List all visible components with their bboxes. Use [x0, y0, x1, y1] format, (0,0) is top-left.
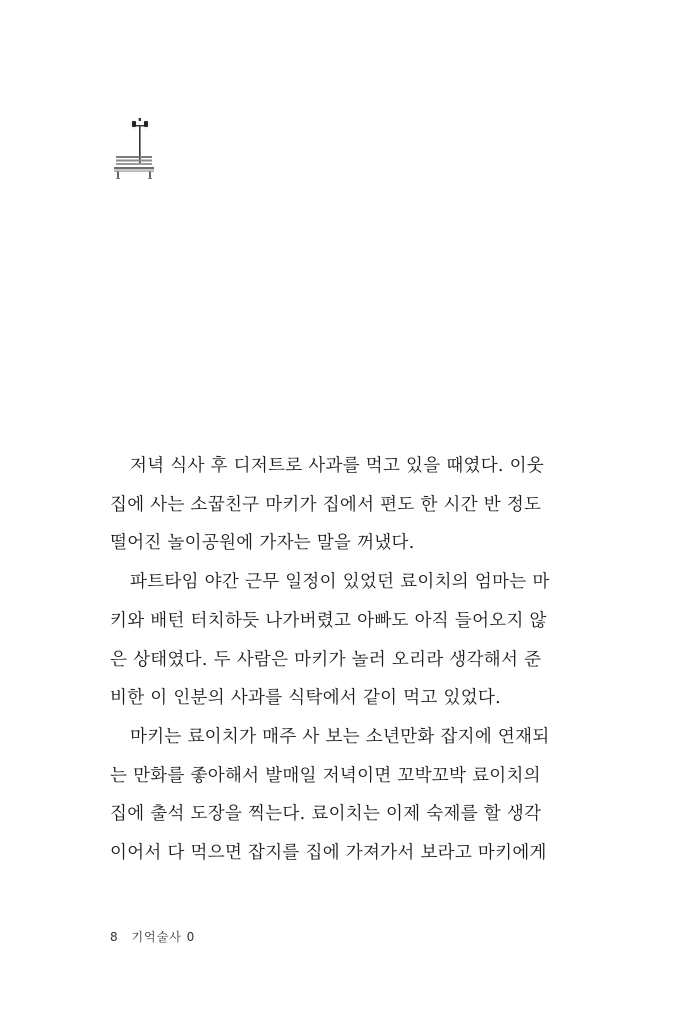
text-line: 떨어진 놀이공원에 가자는 말을 꺼냈다.: [110, 533, 415, 554]
running-title: 기억술사 0: [131, 930, 196, 944]
text-line: 는 만화를 좋아해서 발매일 저녁이면 꼬박꼬박 료이치의: [110, 765, 541, 786]
text-line: 이어서 다 먹으면 잡지를 집에 가져가서 보라고 마키에게: [110, 843, 547, 864]
paragraph-1: [110, 447, 560, 563]
text-line: 비한 이 인분의 사과를 식탁에서 같이 먹고 있었다.: [110, 688, 502, 709]
text-line: 저녁 식사 후 디저트로 사과를 먹고 있을 때였다. 이웃: [130, 456, 545, 476]
text-line: 집에 사는 소꿉친구 마키가 집에서 편도 한 시간 반 정도: [110, 494, 542, 515]
text-line: 은 상태였다. 두 사람은 마키가 놀러 오리라 생각해서 준: [110, 649, 542, 670]
text-line: 마키는 료이치가 매주 사 보는 소년만화 잡지에 연재되: [130, 726, 550, 747]
text-line: 집에 출석 도장을 찍는다. 료이치는 이제 숙제를 할 생각: [110, 804, 542, 825]
text-line: 파트타임 야간 근무 일정이 있었던 료이치의 엄마는 마: [130, 572, 550, 593]
page-footer: [110, 928, 195, 945]
body-text: [110, 447, 560, 873]
paragraph-2: [110, 563, 560, 718]
street-lamp-and-bench-icon: [110, 112, 164, 184]
text-line: 키와 배턴 터치하듯 나가버렸고 아빠도 아직 들어오지 않: [110, 610, 547, 631]
paragraph-3: [110, 718, 560, 873]
page-number: 8: [110, 930, 118, 944]
